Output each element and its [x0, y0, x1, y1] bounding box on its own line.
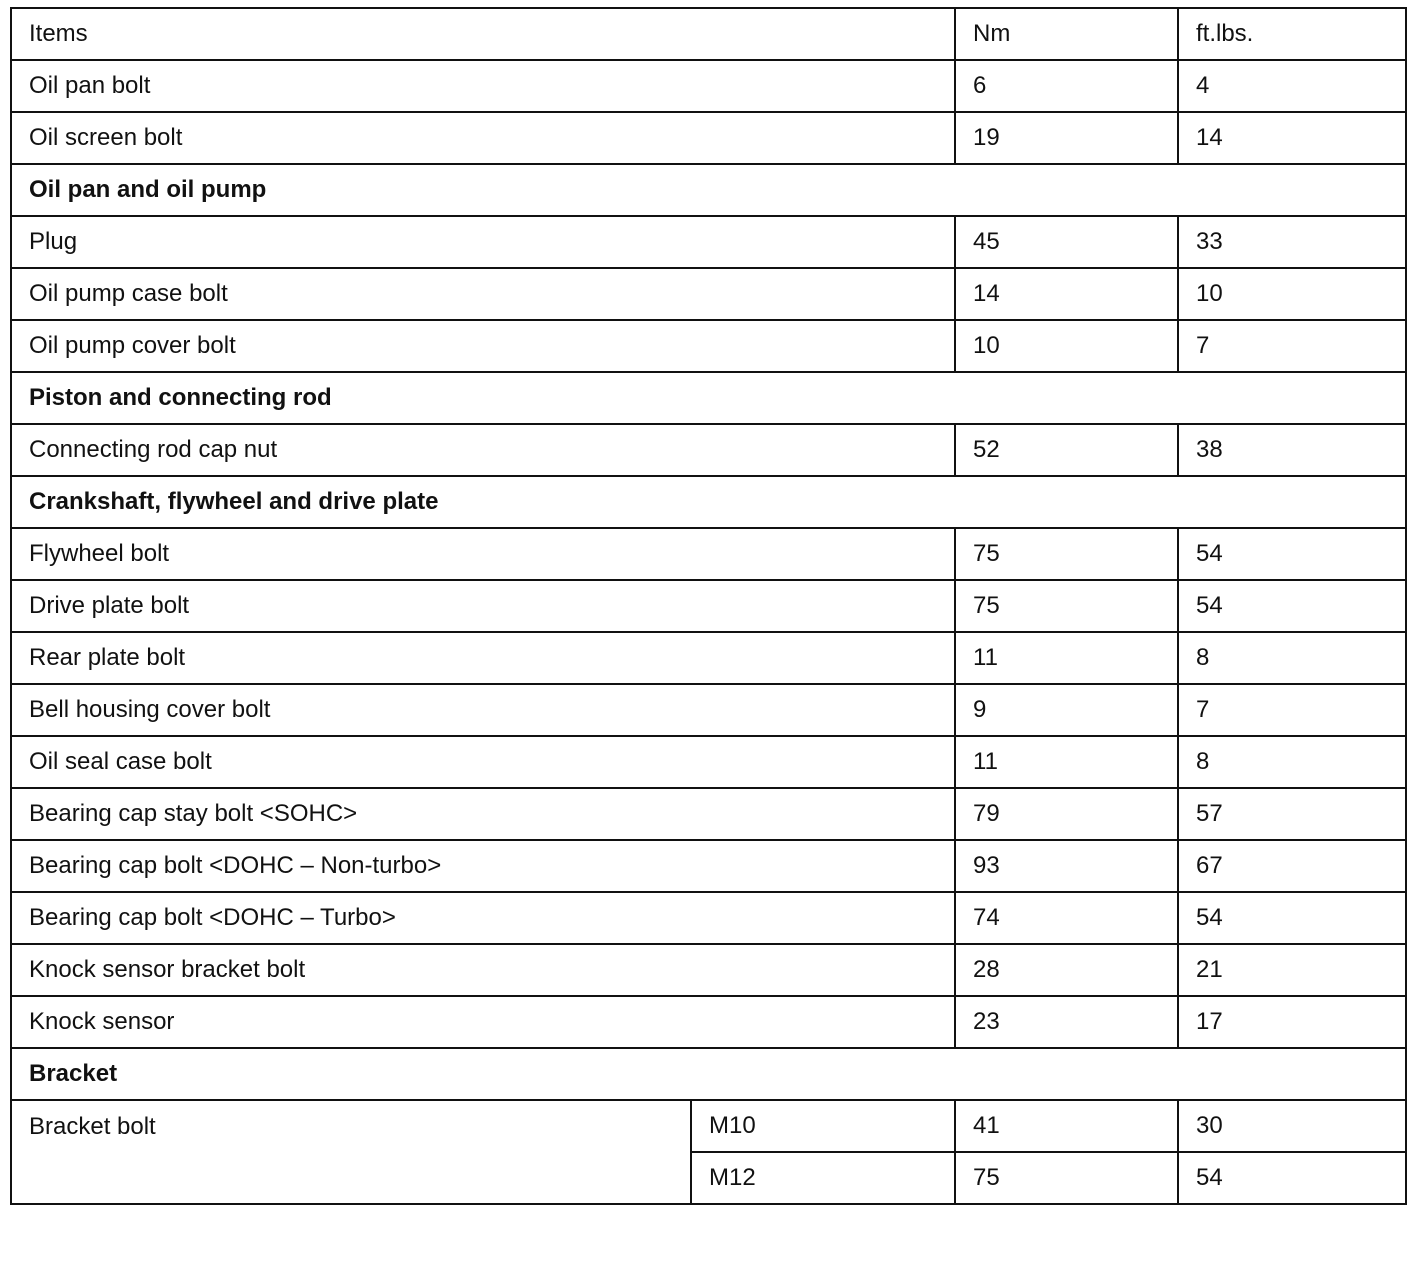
section-header-row [11, 476, 1406, 528]
ftlbs-cell: 8 [1178, 632, 1406, 684]
table-row [11, 60, 1406, 112]
nm-cell: 75 [955, 1152, 1178, 1204]
item-cell: Oil pump case bolt [11, 268, 955, 320]
section-header-row [11, 164, 1406, 216]
ftlbs-cell: 54 [1178, 1152, 1406, 1204]
table-row [11, 684, 1406, 736]
section-title: Piston and connecting rod [11, 372, 1406, 424]
item-cell: Knock sensor [11, 996, 955, 1048]
nm-cell: 10 [955, 320, 1178, 372]
table-header-row [11, 8, 1406, 60]
item-cell: Bearing cap bolt <DOHC – Turbo> [11, 892, 955, 944]
ftlbs-cell: 57 [1178, 788, 1406, 840]
header-items: Items [11, 8, 955, 60]
table-row [11, 1100, 1406, 1152]
nm-cell: 93 [955, 840, 1178, 892]
table-row [11, 424, 1406, 476]
item-cell: Bearing cap stay bolt <SOHC> [11, 788, 955, 840]
ftlbs-cell: 10 [1178, 268, 1406, 320]
ftlbs-cell: 17 [1178, 996, 1406, 1048]
ftlbs-cell: 8 [1178, 736, 1406, 788]
ftlbs-cell: 33 [1178, 216, 1406, 268]
item-cell: Plug [11, 216, 955, 268]
section-header-row [11, 372, 1406, 424]
table-row [11, 996, 1406, 1048]
header-nm: Nm [955, 8, 1178, 60]
table-row [11, 632, 1406, 684]
table-row [11, 788, 1406, 840]
nm-cell: 28 [955, 944, 1178, 996]
nm-cell: 75 [955, 528, 1178, 580]
ftlbs-cell: 30 [1178, 1100, 1406, 1152]
ftlbs-cell: 38 [1178, 424, 1406, 476]
item-cell: Rear plate bolt [11, 632, 955, 684]
ftlbs-cell: 21 [1178, 944, 1406, 996]
nm-cell: 11 [955, 736, 1178, 788]
item-cell: Connecting rod cap nut [11, 424, 955, 476]
ftlbs-cell: 54 [1178, 892, 1406, 944]
nm-cell: 52 [955, 424, 1178, 476]
ftlbs-cell: 4 [1178, 60, 1406, 112]
table-row [11, 320, 1406, 372]
ftlbs-cell: 54 [1178, 580, 1406, 632]
item-cell: Bracket bolt [11, 1100, 691, 1204]
item-cell: Bearing cap bolt <DOHC – Non-turbo> [11, 840, 955, 892]
ftlbs-cell: 54 [1178, 528, 1406, 580]
table-row [11, 944, 1406, 996]
section-title: Crankshaft, flywheel and drive plate [11, 476, 1406, 528]
nm-cell: 74 [955, 892, 1178, 944]
table-row [11, 736, 1406, 788]
nm-cell: 75 [955, 580, 1178, 632]
nm-cell: 14 [955, 268, 1178, 320]
table-row [11, 112, 1406, 164]
nm-cell: 45 [955, 216, 1178, 268]
table-row [11, 580, 1406, 632]
size-cell: M10 [691, 1100, 955, 1152]
item-cell: Drive plate bolt [11, 580, 955, 632]
table-row [11, 528, 1406, 580]
nm-cell: 6 [955, 60, 1178, 112]
nm-cell: 79 [955, 788, 1178, 840]
ftlbs-cell: 14 [1178, 112, 1406, 164]
torque-spec-table [10, 7, 1407, 1205]
nm-cell: 9 [955, 684, 1178, 736]
ftlbs-cell: 7 [1178, 320, 1406, 372]
nm-cell: 11 [955, 632, 1178, 684]
nm-cell: 19 [955, 112, 1178, 164]
section-title: Oil pan and oil pump [11, 164, 1406, 216]
size-cell: M12 [691, 1152, 955, 1204]
item-cell: Knock sensor bracket bolt [11, 944, 955, 996]
section-header-row [11, 1048, 1406, 1100]
item-cell: Oil screen bolt [11, 112, 955, 164]
header-ftlbs: ft.lbs. [1178, 8, 1406, 60]
nm-cell: 23 [955, 996, 1178, 1048]
nm-cell: 41 [955, 1100, 1178, 1152]
table-row [11, 216, 1406, 268]
table-row [11, 268, 1406, 320]
item-cell: Bell housing cover bolt [11, 684, 955, 736]
table-row [11, 892, 1406, 944]
ftlbs-cell: 7 [1178, 684, 1406, 736]
item-cell: Flywheel bolt [11, 528, 955, 580]
ftlbs-cell: 67 [1178, 840, 1406, 892]
item-cell: Oil pump cover bolt [11, 320, 955, 372]
item-cell: Oil pan bolt [11, 60, 955, 112]
section-title: Bracket [11, 1048, 1406, 1100]
item-cell: Oil seal case bolt [11, 736, 955, 788]
table-row [11, 840, 1406, 892]
